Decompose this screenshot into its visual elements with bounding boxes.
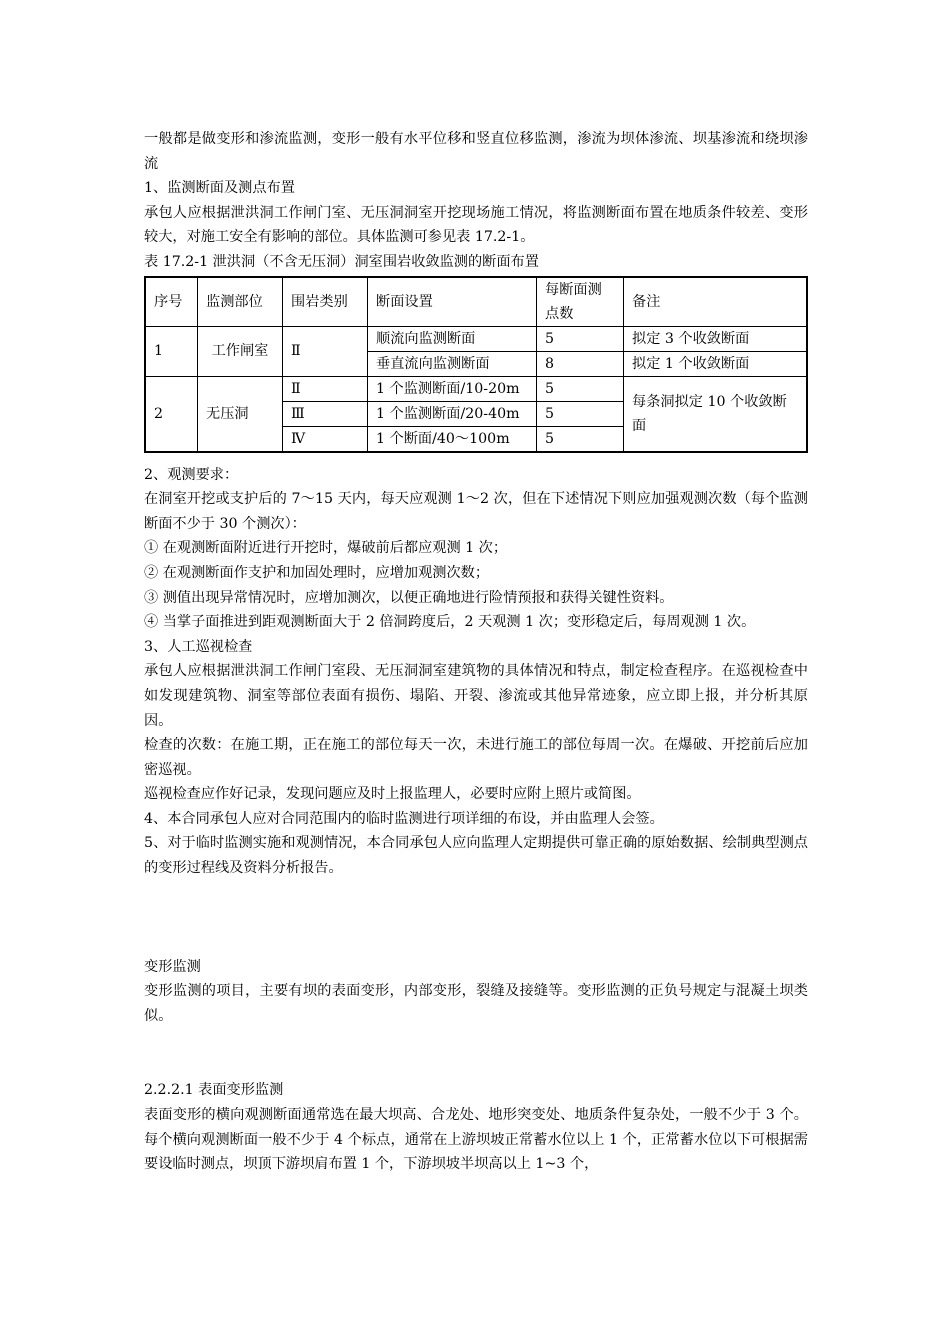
cell-points: 5 <box>537 401 624 426</box>
section-2-heading: 2、观测要求： <box>144 466 239 483</box>
cell-rock: Ⅱ <box>283 376 368 401</box>
section-3-paragraph: 检查的次数：在施工期，正在施工的部位每天一次，未进行施工的部位每周一次。在爆破、开挖前后应加密巡视。 <box>144 737 808 778</box>
cell-points: 5 <box>537 376 624 401</box>
cell-note: 每条洞拟定 10 个收敛断面 <box>624 376 808 452</box>
section-2-paragraph: 在洞室开挖或支护后的 7～15 天内，每天应观测 1～2 次，但在下述情况下则应加强观测次数（每个监测断面不少于 30 个测次）： <box>144 491 808 532</box>
cell-points: 5 <box>537 426 624 452</box>
monitoring-section-table <box>144 276 808 453</box>
section-2-item: ④ 当掌子面推进到距观测断面大于 2 倍洞跨度后，2 天观测 1 次；变形稳定后，每周观测 1 次。 <box>144 614 756 631</box>
table-header-row <box>145 277 807 327</box>
table-row <box>145 376 807 401</box>
section-3-paragraph: 承包人应根据泄洪洞工作闸门室段、无压洞洞室建筑物的具体情况和特点，制定检查程序。在巡视检查中如发现建筑物、洞室等部位表面有损伤、塌陷、开裂、渗流或其他异常迹象，应立即上报，并分析其原因。 <box>144 663 808 729</box>
header-part: 监测部位 <box>198 277 283 327</box>
cell-part: 工作闸室 <box>198 326 283 376</box>
cell-part: 无压洞 <box>198 376 283 452</box>
table-caption: 表 17.2-1 泄洪洞（不含无压洞）洞室围岩收敛监测的断面布置 <box>144 253 539 270</box>
header-rock: 围岩类别 <box>283 277 368 327</box>
document-page <box>144 127 808 1177</box>
section-1-paragraph: 承包人应根据泄洪洞工作闸门室、无压洞洞室开挖现场施工情况，将监测断面布置在地质条件较差、变形较大，对施工安全有影响的部位。具体监测可参见表 17.2-1。 <box>144 204 808 246</box>
section-4-paragraph: 4、本合同承包人应对合同范围内的临时监测进行项详细的布设，并由监理人会签。 <box>144 810 664 827</box>
cell-note: 拟定 3 个收敛断面 <box>624 326 808 351</box>
cell-rock: Ⅱ <box>283 326 368 376</box>
cell-no: 1 <box>145 326 198 376</box>
section-1-heading: 1、监测断面及测点布置 <box>144 180 295 197</box>
cell-no: 2 <box>145 376 198 452</box>
cell-points: 5 <box>537 326 624 351</box>
cell-section: 垂直流向监测断面 <box>368 351 537 376</box>
header-points: 每断面测点数 <box>537 277 624 327</box>
header-note: 备注 <box>624 277 808 327</box>
cell-section: 1 个断面/40～100m <box>368 426 537 452</box>
cell-rock: Ⅲ <box>283 401 368 426</box>
header-section: 断面设置 <box>368 277 537 327</box>
cell-section: 1 个监测断面/20-40m <box>368 401 537 426</box>
section-3-paragraph: 巡视检查应作好记录，发现问题应及时上报监理人，必要时应附上照片或简图。 <box>144 786 641 803</box>
surface-deformation-paragraph: 表面变形的横向观测断面通常选在最大坝高、合龙处、地形突变处、地质条件复杂处，一般不少于 3 个。每个横向观测断面一般不少于 4 个标点，通常在上游坝坡正常蓄水位以上 1 个，正常蓄水位以下可根据需要设临时测点，坝顶下游坝肩布置 1 个，下游坝坡半坝高以上 1~3 个， <box>144 1107 808 1173</box>
section-5-paragraph: 5、对于临时监测实施和观测情况，本合同承包人应向监理人定期提供可靠正确的原始数据、绘制典型测点的变形过程线及资料分析报告。 <box>144 835 808 877</box>
table-row <box>145 326 807 351</box>
surface-deformation-heading: 2.2.2.1 表面变形监测 <box>144 1082 284 1099</box>
section-3-heading: 3、人工巡视检查 <box>144 638 253 655</box>
cell-rock: Ⅳ <box>283 426 368 452</box>
section-2-item: ① 在观测断面附近进行开挖时，爆破前后都应观测 1 次； <box>144 540 508 557</box>
deformation-heading: 变形监测 <box>144 958 201 975</box>
cell-section: 1 个监测断面/10-20m <box>368 376 537 401</box>
cell-note: 拟定 1 个收敛断面 <box>624 351 808 376</box>
section-2-item: ② 在观测断面作支护和加固处理时，应增加观测次数； <box>144 564 490 581</box>
section-2-item: ③ 测值出现异常情况时，应增加测次，以便正确地进行险情预报和获得关键性资料。 <box>144 589 674 606</box>
intro-paragraph: 一般都是做变形和渗流监测，变形一般有水平位移和竖直位移监测，渗流为坝体渗流、坝基渗流和绕坝渗流 <box>144 131 808 172</box>
cell-section: 顺流向监测断面 <box>368 326 537 351</box>
cell-points: 8 <box>537 351 624 376</box>
header-no: 序号 <box>145 277 198 327</box>
deformation-paragraph: 变形监测的项目，主要有坝的表面变形，内部变形，裂缝及接缝等。变形监测的正负号规定与混凝土坝类似。 <box>144 983 808 1024</box>
